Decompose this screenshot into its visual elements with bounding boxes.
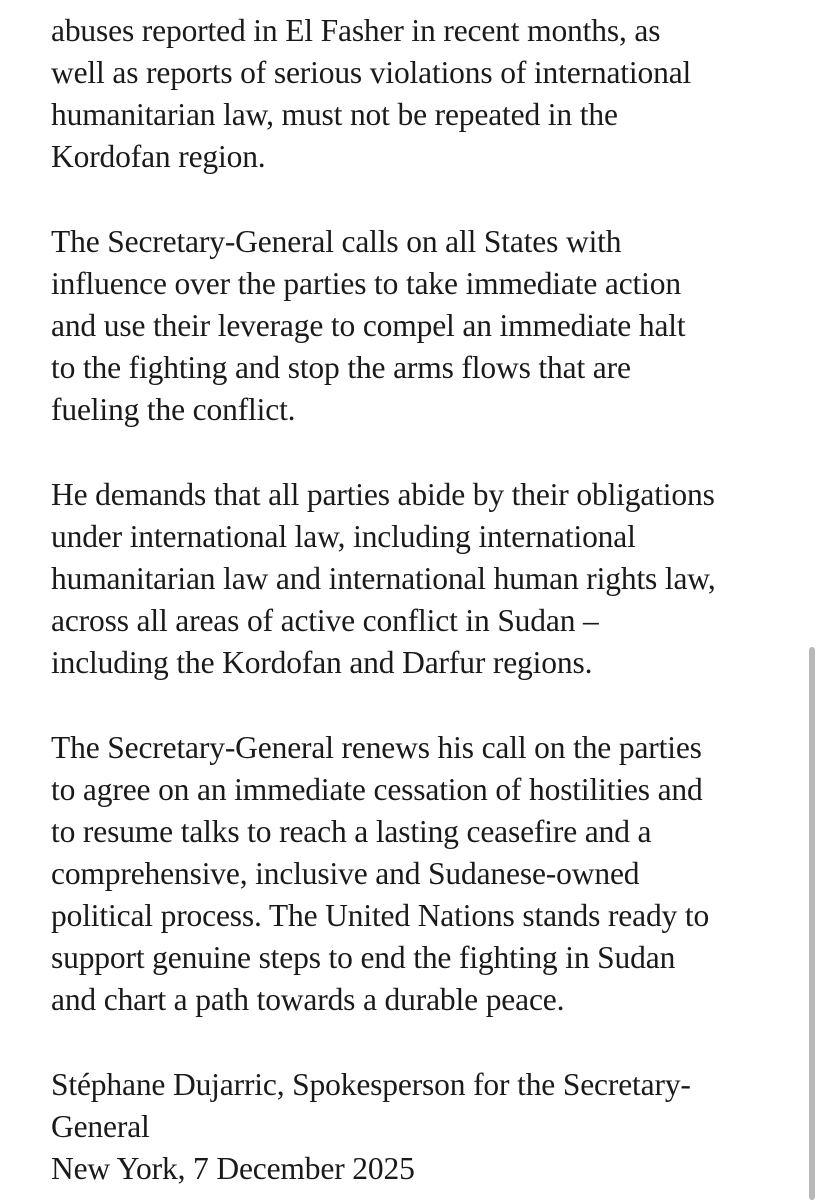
paragraph-line: including the Kordofan and Darfur regions. [51, 645, 593, 680]
paragraph-line: abuses reported in El Fasher in recent months, as [51, 13, 661, 48]
vertical-scrollbar-thumb[interactable] [809, 647, 815, 1200]
paragraph-line: and chart a path towards a durable peace. [51, 982, 565, 1017]
paragraph-line: support genuine steps to end the fighting in Sudan [51, 940, 676, 975]
paragraph-line: Kordofan region. [51, 139, 266, 174]
signature-line: General [51, 1109, 150, 1144]
paragraph-line: to the fighting and stop the arms flows that are [51, 350, 631, 385]
paragraph-line: influence over the parties to take immediate action [51, 266, 681, 301]
signature-line: Stéphane Dujarric, Spokesperson for the Secretary- [51, 1067, 691, 1102]
paragraph-line: under international law, including international [51, 519, 636, 554]
paragraph-line: well as reports of serious violations of international [51, 55, 692, 90]
paragraph-line: to agree on an immediate cessation of hostilities and [51, 772, 703, 807]
paragraph-line: and use their leverage to compel an immediate halt [51, 308, 686, 343]
paragraph-line: humanitarian law and international human rights law, [51, 561, 716, 596]
paragraph-line: to resume talks to reach a lasting ceasefire and a [51, 814, 652, 849]
paragraph-line: political process. The United Nations stands ready to [51, 898, 710, 933]
paragraph-line: The Secretary-General calls on all States with [51, 224, 622, 259]
paragraph-line: comprehensive, inclusive and Sudanese-owned [51, 856, 640, 891]
paragraph-line: across all areas of active conflict in Sudan – [51, 603, 599, 638]
paragraph-line: He demands that all parties abide by their obligations [51, 477, 715, 512]
paragraph-line: humanitarian law, must not be repeated in the [51, 97, 618, 132]
paragraph-line: The Secretary-General renews his call on the parties [51, 730, 702, 765]
dateline: New York, 7 December 2025 [51, 1151, 415, 1186]
paragraph-line: fueling the conflict. [51, 392, 296, 427]
